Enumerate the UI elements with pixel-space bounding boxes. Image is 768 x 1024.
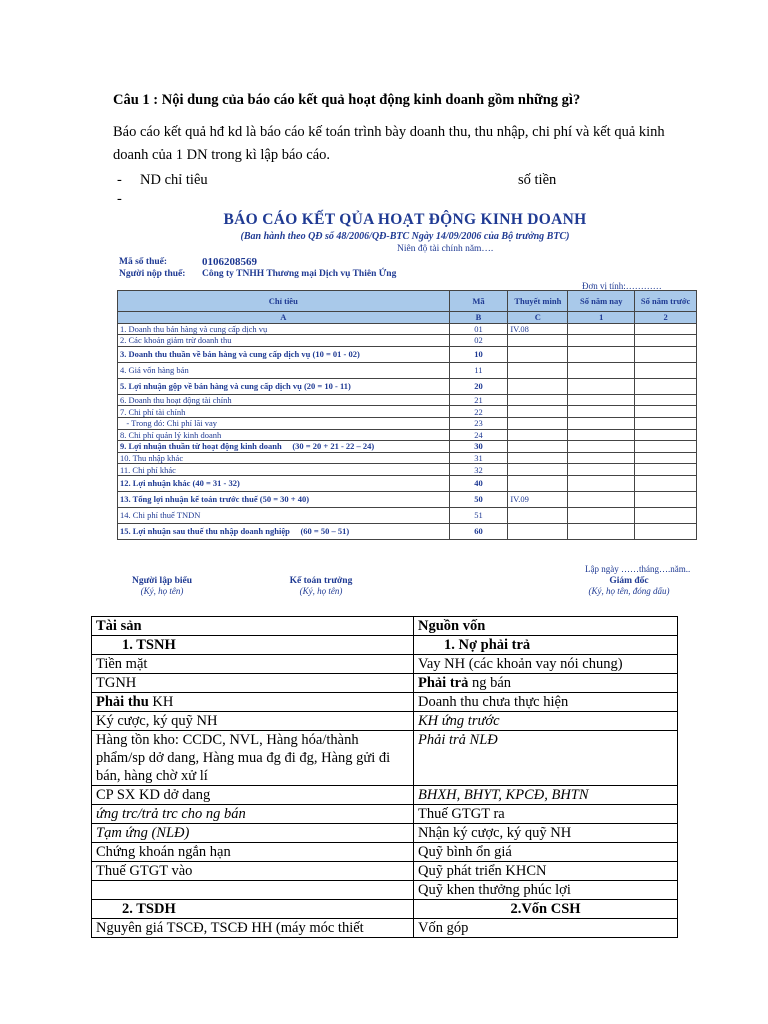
section-no-phai-tra: 1. Nợ phải trả: [414, 636, 678, 655]
cell-left: Thuế GTGT vào: [92, 862, 414, 881]
row-note: [508, 362, 568, 378]
row-note: [508, 523, 568, 539]
cell-rest-part: ng bán: [468, 675, 512, 691]
taxpayer-label: Người nộp thuế:: [119, 269, 186, 279]
income-statement-table: [117, 290, 697, 540]
col-header-tai-san: Tài sản: [92, 617, 414, 636]
header-thuyet-minh: Thuyết minh: [508, 291, 568, 312]
report-date-line: Lập ngày ……tháng….năm..: [585, 564, 691, 574]
cell-right: Quỹ khen thưởng phúc lợi: [414, 881, 678, 900]
table-row: [118, 406, 697, 418]
header-so-nam-truoc: Số năm trước: [635, 291, 697, 312]
report-fiscal-year: Niên độ tài chính năm….: [397, 244, 494, 254]
row-note: [508, 378, 568, 394]
cell-left: TGNH: [92, 674, 414, 693]
row-note: [508, 441, 568, 453]
cell-left: Tạm ứng (NLĐ): [92, 824, 414, 843]
table-row: [118, 464, 697, 476]
table-row: [118, 378, 697, 394]
table-row: [118, 507, 697, 523]
row-code: 02: [449, 335, 508, 347]
row-note: [508, 346, 568, 362]
header-ma: Mã: [449, 291, 508, 312]
tax-code-value: 0106208569: [202, 256, 257, 268]
table-row: [92, 674, 678, 693]
row-note: [508, 394, 568, 406]
section-von-csh: 2.Vốn CSH: [414, 900, 678, 919]
cell-right: KH ứng trước: [414, 712, 678, 731]
row-code: 23: [449, 417, 508, 429]
row-code: 50: [449, 491, 508, 507]
balance-sheet-table: [91, 616, 678, 938]
header-chi-tieu: Chỉ tiêu: [118, 291, 450, 312]
subheader-a: A: [118, 312, 450, 324]
table-row: [92, 731, 678, 786]
cell-right: Quỹ bình ổn giá: [414, 843, 678, 862]
signer-title: Kế toán trưởng: [289, 576, 353, 586]
section-tsnh: 1. TSNH: [92, 636, 414, 655]
table-row: [92, 881, 678, 900]
header-so-nam-nay: Số năm nay: [568, 291, 635, 312]
table-row: [92, 786, 678, 805]
row-note: [508, 507, 568, 523]
cell-right: Quỹ phát triển KHCN: [414, 862, 678, 881]
cell-right: BHXH, BHYT, KPCĐ, BHTN: [414, 786, 678, 805]
row-label: 15. Lợi nhuận sau thuế thu nhập doanh nghiệp (60 = 50 – 51): [118, 523, 450, 539]
row-note: [508, 417, 568, 429]
table-row: [118, 491, 697, 507]
table-row: [92, 862, 678, 881]
signer-sub: (Ký, họ tên): [140, 586, 184, 596]
bullet-dash: -: [117, 172, 122, 188]
row-label: 1. Doanh thu bán hàng và cung cấp dịch vụ: [118, 323, 450, 335]
cell-right: Vốn góp: [414, 919, 678, 938]
row-label: 5. Lợi nhuận gộp về bán hàng và cung cấp dịch vụ (20 = 10 - 11): [118, 378, 450, 394]
row-label: 14. Chi phí thuế TNDN: [118, 507, 450, 523]
row-label: 2. Các khoản giảm trừ doanh thu: [118, 335, 450, 347]
row-code: 31: [449, 452, 508, 464]
table-row: [92, 617, 678, 636]
signer-director: [563, 576, 695, 596]
table-row: [92, 843, 678, 862]
unit-label: Đơn vị tính:…………: [582, 281, 662, 291]
row-label: 10. Thu nhập khác: [118, 452, 450, 464]
table-row: [118, 417, 697, 429]
row-label: 9. Lợi nhuận thuần từ hoạt động kinh doanh (30 = 20 + 21 - 22 – 24): [118, 441, 450, 453]
subheader-b: B: [449, 312, 508, 324]
question-title: Câu 1 : Nội dung của báo cáo kết quả hoạt động kinh doanh gồm những gì?: [113, 92, 581, 108]
row-note: [508, 475, 568, 491]
income-statement-image: [115, 205, 700, 607]
subheader-2: 2: [635, 312, 697, 324]
row-note: [508, 452, 568, 464]
row-code: 32: [449, 464, 508, 476]
row-code: 20: [449, 378, 508, 394]
subheader-c: C: [508, 312, 568, 324]
table-row: [92, 712, 678, 731]
cell-right: Phải trả NLĐ: [414, 731, 678, 786]
row-code: 40: [449, 475, 508, 491]
signer-chief-accountant: [271, 576, 371, 596]
row-code: 22: [449, 406, 508, 418]
row-label: 3. Doanh thu thuần về bán hàng và cung cấp dịch vụ (10 = 01 - 02): [118, 346, 450, 362]
row-label: 8. Chi phí quản lý kinh doanh: [118, 429, 450, 441]
table-row: [92, 900, 678, 919]
cell-left: [92, 693, 414, 712]
row-code: 24: [449, 429, 508, 441]
cell-left: Ký cược, ký quỹ NH: [92, 712, 414, 731]
signer-title: Người lập biểu: [131, 576, 193, 586]
cell-right: Thuế GTGT ra: [414, 805, 678, 824]
cell-left: Chứng khoán ngắn hạn: [92, 843, 414, 862]
row-code: 11: [449, 362, 508, 378]
col-header-nguon-von: Nguồn vốn: [414, 617, 678, 636]
table-row: [92, 655, 678, 674]
signer-sub: (Ký, họ tên, đóng dấu): [588, 586, 670, 596]
row-note: IV.09: [508, 491, 568, 507]
table-row: [92, 919, 678, 938]
cell-rest-part: KH: [148, 694, 174, 710]
row-note: [508, 429, 568, 441]
table-row: [92, 693, 678, 712]
row-code: 51: [449, 507, 508, 523]
subheader-1: 1: [568, 312, 635, 324]
row-note: [508, 335, 568, 347]
table-row: [118, 346, 697, 362]
table-row: [118, 335, 697, 347]
report-title: BÁO CÁO KẾT QỦA HOẠT ĐỘNG KINH DOANH: [223, 211, 587, 228]
row-code: 21: [449, 394, 508, 406]
table-row: [118, 394, 697, 406]
table-row: [92, 636, 678, 655]
taxpayer-value: Công ty TNHH Thương mại Dịch vụ Thiên Ứng: [202, 269, 397, 279]
section-tsdh: 2. TSDH: [92, 900, 414, 919]
cell-left: Tiền mặt: [92, 655, 414, 674]
table-row: [118, 429, 697, 441]
cell-left: ứng trc/trả trc cho ng bán: [92, 805, 414, 824]
row-code: 10: [449, 346, 508, 362]
cell-right: Vay NH (các khoản vay nói chung): [414, 655, 678, 674]
table-row: [92, 805, 678, 824]
signer-sub: (Ký, họ tên): [299, 586, 343, 596]
row-label: 12. Lợi nhuận khác (40 = 31 - 32): [118, 475, 450, 491]
signer-title: Giám đốc: [609, 576, 649, 586]
table-row: [118, 323, 697, 335]
row-code: 01: [449, 323, 508, 335]
table-row: [118, 475, 697, 491]
cell-bold-part: Phải thu: [96, 694, 149, 710]
cell-left: [92, 881, 414, 900]
cell-right: Doanh thu chưa thực hiện: [414, 693, 678, 712]
table-row: [118, 452, 697, 464]
row-label: 11. Chi phí khác: [118, 464, 450, 476]
table-row: [118, 523, 697, 539]
cell-bold-part: Phải trả: [418, 675, 469, 691]
row-label: 13. Tổng lợi nhuận kế toán trước thuế (50 = 30 + 40): [118, 491, 450, 507]
signer-preparer: [117, 576, 207, 596]
tax-code-label: Mã số thuế:: [119, 257, 168, 267]
table-row: [118, 441, 697, 453]
cell-left: Nguyên giá TSCĐ, TSCĐ HH (máy móc thiết: [92, 919, 414, 938]
row-code: 30: [449, 441, 508, 453]
row-code: 60: [449, 523, 508, 539]
row-label: 4. Giá vốn hàng bán: [118, 362, 450, 378]
cell-right: Nhận ký cược, ký quỹ NH: [414, 824, 678, 843]
row-note: [508, 406, 568, 418]
bullet-nd-chi-tieu: ND chỉ tiêu: [140, 172, 208, 188]
cell-left: CP SX KD dở dang: [92, 786, 414, 805]
row-label: 6. Doanh thu hoạt động tài chính: [118, 394, 450, 406]
table-row: [118, 362, 697, 378]
cell-left: Hàng tồn kho: CCDC, NVL, Hàng hóa/thành phẩm/sp dở dang, Hàng mua đg đi đg, Hàng gửi đi bán, hàng chờ xử lí: [92, 731, 414, 786]
row-note: IV.08: [508, 323, 568, 335]
cell-right: [414, 674, 678, 693]
bullet-dash-2: -: [117, 191, 122, 207]
row-label: 7. Chi phí tài chính: [118, 406, 450, 418]
row-note: [508, 464, 568, 476]
table-row: [92, 824, 678, 843]
definition-paragraph: Báo cáo kết quả hđ kd là báo cáo kế toán trình bày doanh thu, thu nhập, chi phí và kết quả kinh doanh của 1 DN trong kì lập báo cáo.: [113, 124, 665, 163]
bullet-so-tien: số tiền: [518, 172, 557, 188]
row-label: - Trong đó: Chi phí lãi vay: [118, 417, 450, 429]
report-subtitle: (Ban hành theo QĐ số 48/2006/QĐ-BTC Ngày 14/09/2006 của Bộ trưởng BTC): [240, 231, 570, 242]
